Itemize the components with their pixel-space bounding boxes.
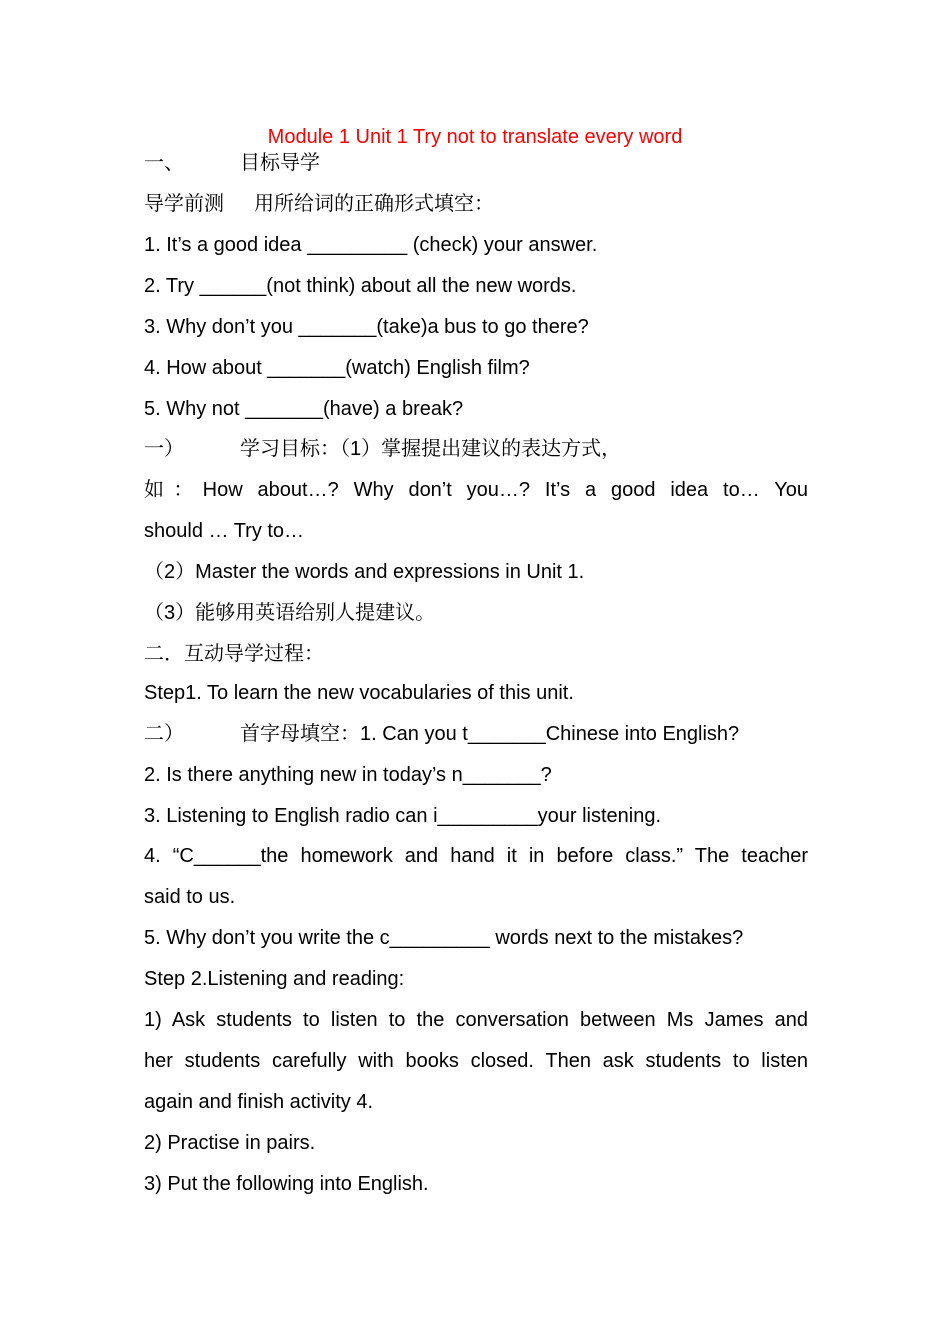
fill-in-question-4: 4. “C______the homework and hand it in before class.” The teacher [144, 845, 808, 867]
goals-example: 如：How about…? Why don’t you…? It’s a good idea to… You [144, 479, 808, 501]
fill-in-question-4-cont: said to us. [144, 886, 236, 908]
activity-2: 2) Practise in pairs. [144, 1132, 316, 1154]
section-1-number: 一、 [144, 152, 184, 174]
fill-in-question-2: 2. Is there anything new in today’s n_______? [144, 764, 552, 786]
fill-in-question-3: 3. Listening to English radio can i_________your listening. [144, 805, 662, 827]
fill-in-question-5: 5. Why don’t you write the c_________ words next to the mistakes? [144, 927, 744, 949]
pretest-question-3: 3. Why don’t you _______(take)a bus to go there? [144, 316, 589, 338]
goals-heading [144, 436, 808, 462]
section-1-heading [144, 150, 808, 176]
goals-text: 学习目标：（1）掌握提出建议的表达方式， [240, 438, 622, 460]
pretest-question-5: 5. Why not _______(have) a break? [144, 398, 464, 420]
pretest-instruction: 用所给词的正确形式填空： [254, 193, 494, 215]
goal-2: （2）Master the words and expressions in Unit 1. [144, 561, 585, 583]
step-1: Step1. To learn the new vocabularies of this unit. [144, 682, 574, 704]
goals-number: 一） [144, 438, 184, 460]
goal-3: （3）能够用英语给别人提建议。 [144, 602, 436, 624]
activity-1-line-3: again and finish activity 4. [144, 1091, 374, 1113]
activity-1-line-2: her students carefully with books closed. Then ask students to listen [144, 1050, 808, 1072]
section-2-heading: 二．互动导学过程： [144, 643, 324, 665]
fill-in-number: 二） [144, 723, 184, 745]
goals-example-cont: should … Try to… [144, 520, 305, 542]
pretest-heading [144, 191, 808, 217]
section-1-label: 目标导学 [240, 152, 320, 174]
pretest-question-4: 4. How about _______(watch) English film? [144, 357, 530, 379]
activity-1-line-1: 1) Ask students to listen to the conversation between Ms James and [144, 1009, 808, 1031]
fill-in-question-1: 首字母填空：1. Can you t_______Chinese into English? [240, 723, 740, 745]
pretest-question-1: 1. It’s a good idea _________ (check) your answer. [144, 234, 598, 256]
activity-3: 3) Put the following into English. [144, 1173, 429, 1195]
pretest-question-2: 2. Try ______(not think) about all the new words. [144, 275, 577, 297]
fill-in-heading [144, 721, 808, 747]
step-2: Step 2.Listening and reading: [144, 968, 405, 990]
pretest-label: 导学前测 [144, 193, 224, 215]
page-title: Module 1 Unit 1 Try not to translate every word [267, 126, 683, 148]
